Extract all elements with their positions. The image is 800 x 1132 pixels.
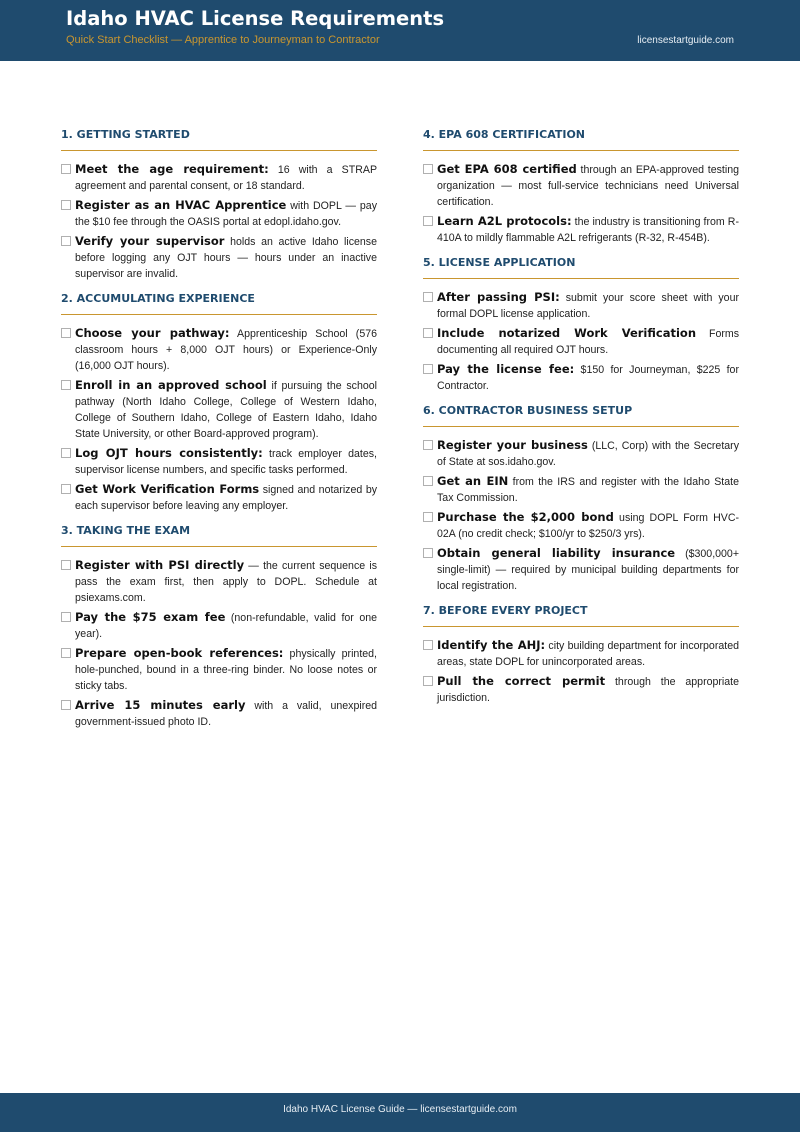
- checkbox-icon[interactable]: [61, 560, 71, 570]
- checklist-item: [423, 509, 739, 542]
- checklist-item: [61, 197, 377, 230]
- checklist-item: [61, 325, 377, 374]
- item-text: from the IRS and register with the Idaho State Tax Commission.: [437, 476, 739, 504]
- checklist-item: [423, 213, 739, 246]
- item-lead: Prepare open-book references:: [75, 646, 284, 660]
- section-taking-the-exam: [61, 524, 377, 730]
- page-header: [0, 0, 800, 61]
- checkbox-icon[interactable]: [61, 164, 71, 174]
- item-text: ($300,000+ single-limit) — required by municipal building departments for local registration.: [437, 548, 740, 592]
- item-lead: After passing PSI:: [437, 290, 560, 304]
- checklist-item: [61, 609, 377, 642]
- checklist-item: [423, 545, 739, 594]
- item-lead: Get an EIN: [437, 474, 509, 488]
- checklist-item: [423, 289, 739, 322]
- item-lead: Pull the correct permit: [437, 674, 606, 688]
- item-lead: Purchase the $2,000 bond: [437, 510, 614, 524]
- section-title: 4. EPA 608 CERTIFICATION: [423, 128, 739, 151]
- checklist-item: [61, 161, 377, 194]
- checkbox-icon[interactable]: [423, 292, 433, 302]
- checkbox-icon[interactable]: [423, 548, 433, 558]
- checkbox-icon[interactable]: [61, 200, 71, 210]
- item-lead: Register with PSI directly: [75, 558, 245, 572]
- item-text: (non-refundable, valid for one year).: [75, 612, 377, 640]
- item-text: through the appropriate jurisdiction.: [437, 676, 739, 704]
- item-text: Forms documenting all required OJT hours.: [437, 328, 739, 356]
- item-text: through an EPA-approved testing organization — most full-service technicians need Universal certification.: [437, 164, 739, 208]
- checkbox-icon[interactable]: [423, 512, 433, 522]
- checklist-item: [423, 325, 739, 358]
- item-lead: Identify the AHJ:: [437, 638, 546, 652]
- page-subtitle: Quick Start Checklist — Apprentice to Journeyman to Contractor: [66, 34, 380, 46]
- checkbox-icon[interactable]: [61, 700, 71, 710]
- checkbox-icon[interactable]: [61, 380, 71, 390]
- item-text: (LLC, Corp) with the Secretary of State at sos.idaho.gov.: [437, 440, 739, 468]
- item-lead: Pay the license fee:: [437, 362, 575, 376]
- item-text: — the current sequence is pass the exam first, then apply to DOPL. Schedule at psiexams.com.: [75, 560, 377, 604]
- checkbox-icon[interactable]: [423, 216, 433, 226]
- item-lead: Enroll in an approved school: [75, 378, 267, 392]
- section-title: 2. ACCUMULATING EXPERIENCE: [61, 292, 377, 315]
- checklist-item: [61, 481, 377, 514]
- checkbox-icon[interactable]: [423, 440, 433, 450]
- item-text: physically printed, hole-punched, bound in a three-ring binder. No loose notes or sticky tabs.: [75, 648, 377, 692]
- item-lead: Learn A2L protocols:: [437, 214, 572, 228]
- checkbox-icon[interactable]: [61, 448, 71, 458]
- section-title: 1. GETTING STARTED: [61, 128, 377, 151]
- section-title: 3. TAKING THE EXAM: [61, 524, 377, 547]
- section-epa-608: [423, 128, 739, 246]
- item-lead: Log OJT hours consistently:: [75, 446, 263, 460]
- footer-text: Idaho HVAC License Guide — licensestartguide.com: [283, 1104, 517, 1115]
- item-lead: Pay the $75 exam fee: [75, 610, 226, 624]
- item-text: city building department for incorporated areas, state DOPL for unincorporated areas.: [437, 640, 739, 668]
- checkbox-icon[interactable]: [423, 364, 433, 374]
- checkbox-icon[interactable]: [61, 328, 71, 338]
- item-lead: Register your business: [437, 438, 588, 452]
- section-contractor-business-setup: [423, 404, 739, 594]
- item-text: Apprenticeship School (576 classroom hours + 8,000 OJT hours) or Experience-Only (16,000 OJT hours).: [75, 328, 377, 372]
- checklist-item: [61, 445, 377, 478]
- item-lead: Choose your pathway:: [75, 326, 230, 340]
- item-text: signed and notarized by each supervisor before leaving any employer.: [75, 484, 378, 512]
- item-lead: Register as an HVAC Apprentice: [75, 198, 287, 212]
- checklist-item: [61, 557, 377, 606]
- item-lead: Obtain general liability insurance: [437, 546, 676, 560]
- checkbox-icon[interactable]: [423, 640, 433, 650]
- item-text: holds an active Idaho license before logging any OJT hours — hours under an inactive supervisor are invalid.: [75, 236, 377, 280]
- item-lead: Meet the age requirement:: [75, 162, 269, 176]
- section-title: 5. LICENSE APPLICATION: [423, 256, 739, 279]
- section-title: 6. CONTRACTOR BUSINESS SETUP: [423, 404, 739, 427]
- checkbox-icon[interactable]: [423, 164, 433, 174]
- section-getting-started: [61, 128, 377, 282]
- section-title: 7. BEFORE EVERY PROJECT: [423, 604, 739, 627]
- item-text: with a valid, unexpired government-issued photo ID.: [75, 700, 378, 728]
- checklist-item: [423, 473, 739, 506]
- item-lead: Verify your supervisor: [75, 234, 225, 248]
- checklist-item: [61, 697, 377, 730]
- section-before-every-project: [423, 604, 739, 706]
- page-footer: [0, 1093, 800, 1132]
- checklist-item: [61, 233, 377, 282]
- checklist-item: [423, 161, 739, 210]
- item-text: $150 for Journeyman, $225 for Contractor.: [437, 364, 739, 392]
- checkbox-icon[interactable]: [61, 612, 71, 622]
- item-lead: Include notarized Work Verification: [437, 326, 697, 340]
- checkbox-icon[interactable]: [61, 236, 71, 246]
- item-text: if pursuing the school pathway (North Idaho College, College of Western Idaho, College of Southern Idaho, College of Eastern Idaho, Idaho State University, or other Board-approved program).: [75, 380, 377, 440]
- item-text: submit your score sheet with your formal DOPL license application.: [437, 292, 739, 320]
- checkbox-icon[interactable]: [61, 484, 71, 494]
- item-text: the industry is transitioning from R-410A to mildly flammable A2L refrigerants (R-32, R-454B).: [437, 216, 739, 244]
- item-lead: Get Work Verification Forms: [75, 482, 260, 496]
- page-title: Idaho HVAC License Requirements: [66, 7, 445, 30]
- right-column: [423, 128, 739, 716]
- item-lead: Arrive 15 minutes early: [75, 698, 246, 712]
- checklist-item: [423, 361, 739, 394]
- section-accumulating-experience: [61, 292, 377, 514]
- checklist-item: [61, 377, 377, 442]
- checklist-item: [423, 437, 739, 470]
- checkbox-icon[interactable]: [61, 648, 71, 658]
- section-license-application: [423, 256, 739, 394]
- checklist-item: [61, 645, 377, 694]
- checkbox-icon[interactable]: [423, 328, 433, 338]
- checklist-item: [423, 673, 739, 706]
- checkbox-icon[interactable]: [423, 676, 433, 686]
- checklist-item: [423, 637, 739, 670]
- item-lead: Get EPA 608 certified: [437, 162, 577, 176]
- checkbox-icon[interactable]: [423, 476, 433, 486]
- item-text: with DOPL — pay the $10 fee through the OASIS portal at edopl.idaho.gov.: [75, 200, 377, 228]
- item-text: track employer dates, supervisor license numbers, and specific tasks performed.: [75, 448, 377, 476]
- item-text: using DOPL Form HVC-02A (no credit check; $100/yr to $250/3 yrs).: [437, 512, 739, 540]
- site-url: licensestartguide.com: [637, 35, 734, 46]
- left-column: [61, 128, 377, 740]
- item-text: 16 with a STRAP agreement and parental consent, or 18 standard.: [75, 164, 378, 192]
